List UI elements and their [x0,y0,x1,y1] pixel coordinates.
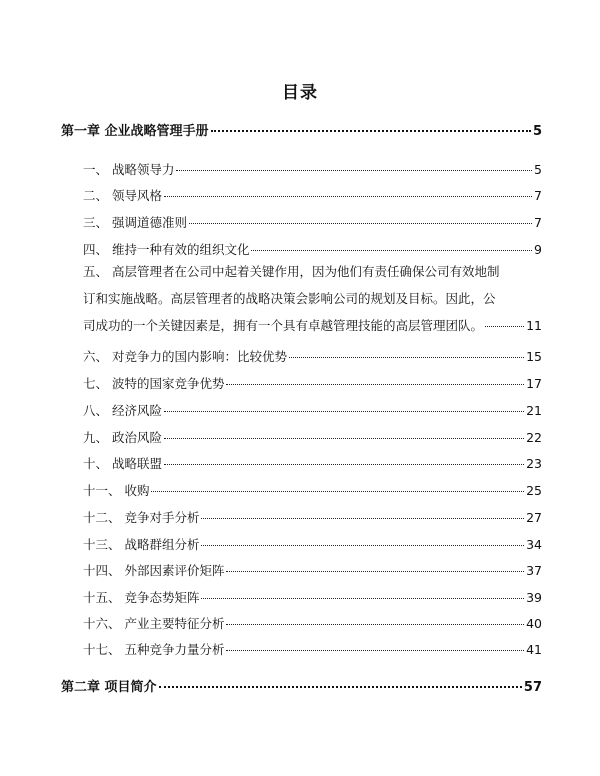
toc-section-label: 九、 政治风险 [83,430,162,445]
dot-leader [211,130,531,132]
toc-title: 目录 [282,83,318,103]
toc-page-number: 27 [526,510,542,525]
toc-page-number: 5 [532,124,542,139]
toc-page-number: 40 [526,616,542,631]
toc-page-number: 37 [526,563,542,578]
dot-leader [201,545,524,546]
toc-section-2[interactable] [83,186,542,204]
dot-leader [226,624,524,625]
toc-section-label: 一、 战略领导力 [83,162,175,177]
toc-section-9[interactable] [83,428,542,446]
toc-page-number: 39 [526,590,542,605]
toc-section-label: 二、 领导风格 [83,188,162,203]
toc-page-number: 57 [523,680,542,695]
toc-section-3[interactable] [83,213,542,231]
dot-leader [164,464,524,465]
toc-section-label: 十五、 竞争态势矩阵 [83,590,200,605]
toc-page-number: 34 [526,537,542,552]
toc-section-7[interactable] [83,374,542,392]
dot-leader [201,598,524,599]
toc-section-6[interactable] [83,347,542,365]
toc-section-label: 六、 对竞争力的国内影响：比较优势 [83,349,287,364]
dot-leader [164,438,524,439]
toc-section-label: 十二、 竞争对手分析 [83,510,200,525]
dot-leader [226,384,524,385]
dot-leader [159,686,522,688]
dot-leader [251,250,532,251]
dot-leader [201,518,524,519]
toc-page-number: 21 [526,403,542,418]
toc-section-label: 十六、 产业主要特征分析 [83,616,225,631]
toc-page-number: 22 [526,430,542,445]
toc-section-label-line-1: 五、 高层管理者在公司中起着关键作用，因为他们有责任确保公司有效地制 [83,264,500,279]
dot-leader [151,491,524,492]
toc-section-label-line-3: 司成功的一个关键因素是，拥有一个具有卓越管理技能的高层管理团队。 [83,318,484,333]
toc-section-14[interactable] [83,561,542,579]
toc-page-number: 5 [534,162,542,177]
toc-page-number: 17 [526,376,542,391]
toc-section-11[interactable] [83,481,542,499]
toc-section-label: 三、 强调道德准则 [83,215,187,230]
toc-section-15[interactable] [83,588,542,606]
toc-section-label-line-2: 订和实施战略。高层管理者的战略决策会影响公司的规划及目标。因此，公 [83,291,496,306]
toc-page-number: 23 [526,456,542,471]
toc-section-5[interactable] [83,262,542,342]
dot-leader [289,357,524,358]
toc-section-label: 十三、 战略群组分析 [83,537,200,552]
dot-leader [485,326,524,327]
dot-leader [189,223,532,224]
toc-section-label: 十七、 五种竞争力量分析 [83,642,225,657]
dot-leader [164,196,532,197]
toc-page-number: 7 [534,215,542,230]
toc-section-10[interactable] [83,454,542,472]
toc-section-17[interactable] [83,640,542,658]
dot-leader [226,571,524,572]
toc-chapter-label: 第一章 企业战略管理手册 [61,124,209,139]
dot-leader [176,170,532,171]
toc-section-label: 十四、 外部因素评价矩阵 [83,563,225,578]
toc-page-number: 7 [534,188,542,203]
dot-leader [226,650,524,651]
toc-chapter-2[interactable] [61,676,542,695]
toc-page-number: 15 [526,349,542,364]
toc-section-label: 十、 战略联盟 [83,456,162,471]
toc-section-13[interactable] [83,535,542,553]
toc-section-label: 七、 波特的国家竞争优势 [83,376,225,391]
toc-section-4[interactable] [83,240,542,258]
toc-section-16[interactable] [83,614,542,632]
toc-page-number: 11 [526,318,542,333]
toc-chapter-1[interactable] [61,120,542,139]
toc-section-label: 四、 维持一种有效的组织文化 [83,242,250,257]
toc-page-number: 41 [526,642,542,657]
toc-chapter-label: 第二章 项目简介 [61,680,157,695]
toc-page-number: 9 [534,242,542,257]
toc-section-1[interactable] [83,160,542,178]
toc-section-label: 十一、 收购 [83,483,150,498]
dot-leader [164,411,524,412]
toc-section-label: 八、 经济风险 [83,403,162,418]
toc-page-number: 25 [526,483,542,498]
toc-section-5-last-line [83,316,542,336]
toc-section-12[interactable] [83,508,542,526]
toc-section-8[interactable] [83,401,542,419]
